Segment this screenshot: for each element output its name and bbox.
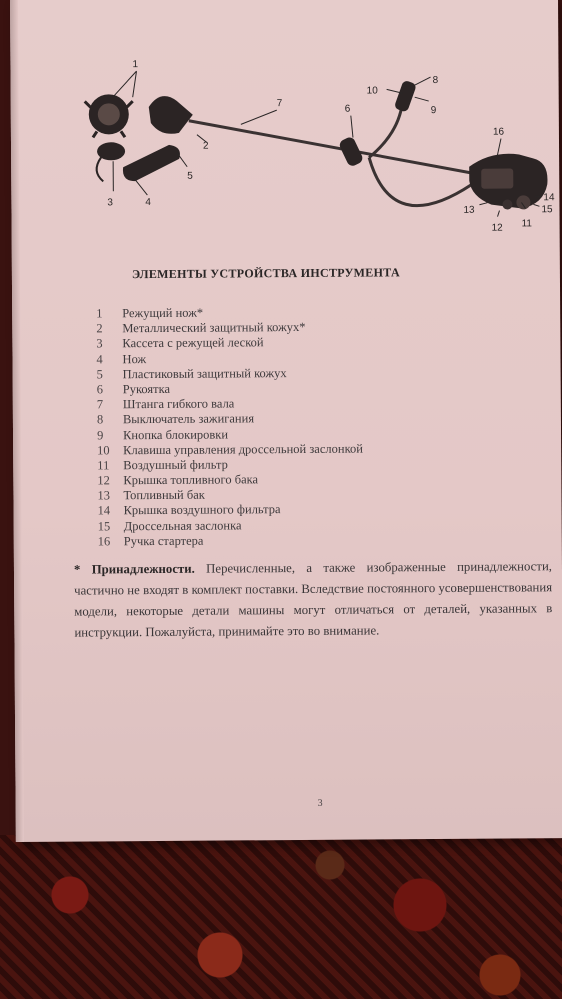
- item-number: 11: [97, 458, 110, 473]
- accessories-note: [74, 556, 553, 643]
- callout-12: 12: [491, 222, 503, 234]
- item-number: 10: [97, 443, 110, 458]
- item-number: 1: [96, 306, 103, 321]
- callout-8: 8: [432, 75, 439, 87]
- item-name: Крышка воздушного фильтра: [123, 502, 281, 518]
- cutting-blade-illustration: [85, 94, 133, 137]
- item-name: Дроссельная заслонка: [123, 518, 242, 533]
- item-number: 8: [96, 412, 104, 427]
- item-number: 14: [97, 503, 111, 518]
- item-number: 16: [97, 534, 111, 549]
- line-cassette-illustration: [96, 142, 125, 181]
- item-name: Кассета с режущей леской: [122, 335, 264, 351]
- item-number: 15: [97, 518, 111, 534]
- page-spine: [10, 0, 24, 842]
- item-number: 6: [96, 382, 104, 397]
- engine-illustration: [469, 153, 548, 209]
- item-name: Металлический защитный кожух*: [122, 320, 306, 336]
- throttle-grip-illustration: [394, 80, 418, 113]
- trimmer-diagram: [50, 46, 562, 250]
- item-name: Крышка топливного бака: [123, 472, 259, 488]
- callout-6: 6: [344, 103, 351, 115]
- note-text: Перечисленные, а также изображенные принадлежности, частично не входят в комплект поставки. Вследствие постоянного усовершенствования модели, некоторые детали машины могут отличаться от деталей, указанных в инструкции. Пожалуйста, принимайте это во внимание.: [74, 559, 553, 640]
- item-name: Клавиша управления дроссельной заслонкой: [123, 441, 363, 457]
- callout-10: 10: [366, 85, 378, 97]
- item-number: 4: [96, 351, 103, 366]
- item-name: Кнопка блокировки: [122, 426, 229, 442]
- note-bullet: *: [73, 562, 81, 577]
- shaft-illustration: [189, 119, 481, 177]
- callout-1: 1: [132, 59, 139, 71]
- callout-9: 9: [430, 105, 437, 117]
- item-name: Рукоятка: [122, 381, 171, 397]
- note-title: Принадлежности.: [91, 561, 195, 577]
- item-number: 3: [96, 336, 103, 351]
- callout-4: 4: [145, 197, 152, 209]
- callout-15: 15: [541, 204, 553, 216]
- carpet-background: [0, 835, 562, 999]
- plastic-guard-illustration: [123, 145, 180, 181]
- item-name: Нож: [122, 351, 147, 366]
- item-name: Штанга гибкого вала: [122, 396, 235, 412]
- callout-16: 16: [492, 126, 505, 138]
- metal-guard-illustration: [149, 96, 193, 134]
- item-name: Выключатель зажигания: [122, 411, 255, 427]
- item-name: Пластиковый защитный кожух: [122, 365, 287, 381]
- item-number: 5: [96, 367, 103, 382]
- callout-2: 2: [202, 140, 209, 152]
- item-number: 2: [96, 321, 103, 336]
- callout-5: 5: [187, 170, 193, 182]
- callout-11: 11: [521, 218, 533, 230]
- item-number: 7: [96, 397, 104, 412]
- section-heading: ЭЛЕМЕНТЫ УСТРОЙСТВА ИНСТРУМЕНТА: [131, 265, 400, 282]
- item-number: 12: [97, 473, 110, 488]
- item-name: Ручка стартера: [123, 533, 204, 549]
- callout-13: 13: [463, 204, 475, 216]
- page-number: 3: [317, 797, 323, 809]
- parts-list: [96, 303, 538, 549]
- callout-14: 14: [543, 192, 555, 204]
- list-item: [98, 531, 538, 549]
- manual-page: [10, 0, 562, 842]
- item-name: Воздушный фильтр: [123, 457, 228, 473]
- callout-7: 7: [276, 98, 283, 110]
- callout-3: 3: [107, 197, 114, 209]
- item-number: 13: [97, 488, 111, 503]
- item-name: Режущий нож*: [122, 305, 204, 321]
- item-number: 9: [96, 427, 104, 442]
- item-name: Топливный бак: [123, 487, 205, 503]
